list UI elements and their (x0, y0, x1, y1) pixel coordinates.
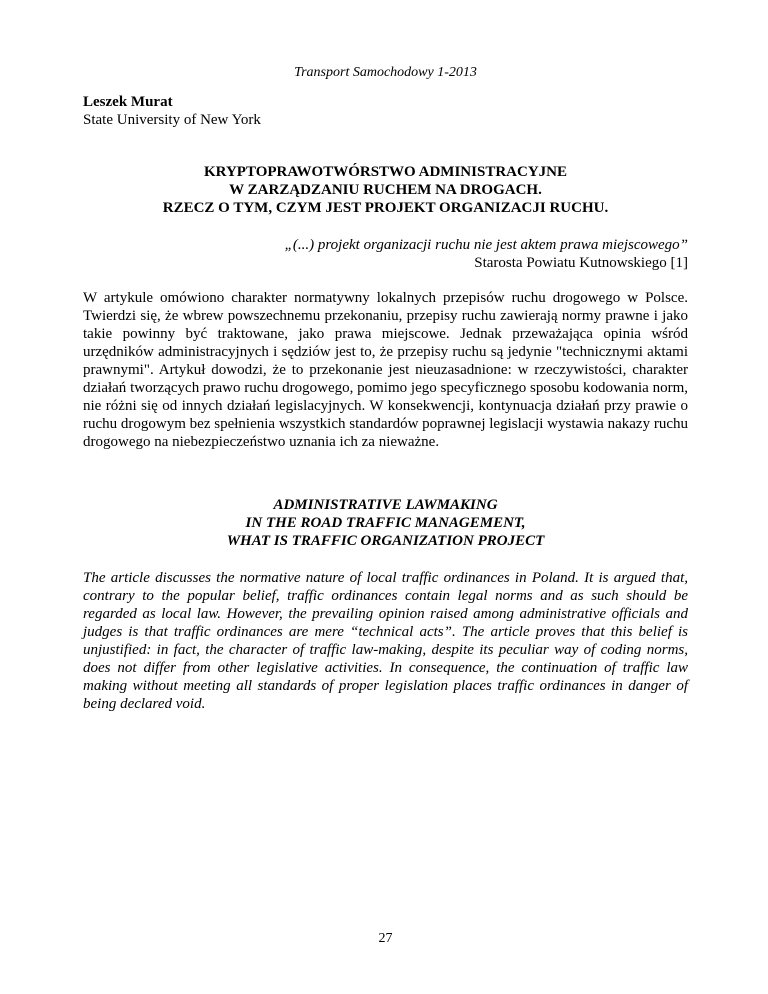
epigraph-source: Starosta Powiatu Kutnowskiego [1] (474, 255, 688, 271)
title-en-line-1: ADMINISTRATIVE LAWMAKING (273, 497, 498, 513)
article-title-english (83, 496, 688, 550)
title-pl-line-1: KRYPTOPRAWOTWÓRSTWO ADMINISTRACYJNE (204, 164, 567, 180)
running-header: Transport Samochodowy 1-2013 (294, 65, 477, 80)
author-block (83, 93, 261, 129)
article-title-polish (83, 163, 688, 217)
author-name: Leszek Murat (83, 94, 173, 110)
author-affiliation: State University of New York (83, 112, 261, 128)
title-en-line-2: IN THE ROAD TRAFFIC MANAGEMENT, (245, 515, 526, 531)
title-pl-line-3: RZECZ O TYM, CZYM JEST PROJEKT ORGANIZACJI RUCHU. (162, 200, 609, 216)
title-en-line-3: WHAT IS TRAFFIC ORGANIZATION PROJECT (226, 533, 545, 549)
abstract-english: The article discusses the normative nature of local traffic ordinances in Poland. It is argued that, contrary to the popular belief, traffic ordinances contain legal norms and as such should be regarded as local law. However, the prevailing opinion raised among administrative officials and judges is that traffic ordinances are mere “technical acts”. The article proves that this belief is unjustified: in fact, the character of traffic law-making, despite its peculiar way of coding norms, does not differ from other legislative activities. In consequence, the continuation of traffic law making without meeting all standards of proper legislation places traffic ordinances in danger of being declared void. (83, 570, 688, 712)
document-page (83, 0, 688, 994)
epigraph-quote: „(...) projekt organizacji ruchu nie jest aktem prawa miejscowego” (284, 237, 688, 253)
epigraph (83, 236, 688, 272)
abstract-polish: W artykule omówiono charakter normatywny lokalnych przepisów ruchu drogowego w Polsce. Twierdzi się, że wbrew powszechnemu przekonaniu, przepisy ruchu zawierają normy prawne i jako takie powinny być traktowane, jako prawa miejscowe. Jednak przeważająca opinia wśród urzędników administracyjnych i sędziów jest to, że przepisy ruchu są jedynie "technicznymi aktami prawnymi". Artykuł dowodzi, że to przekonanie jest nieuzasadnione: w rzeczywistości, charakter działań tworzących prawo ruchu drogowego, pomimo jego specyficznego sposobu kodowania norm, nie różni się od innych działań legislacyjnych. W konsekwencji, kontynuacja działań przy prawie o ruchu drogowym bez spełnienia wszystkich standardów poprawnej legislacji wystawia nakazy ruchu drogowego na niebezpieczeństwo uznania ich za nieważne. (83, 290, 688, 450)
page-number: 27 (378, 931, 393, 946)
title-pl-line-2: W ZARZĄDZANIU RUCHEM NA DROGACH. (229, 182, 542, 198)
